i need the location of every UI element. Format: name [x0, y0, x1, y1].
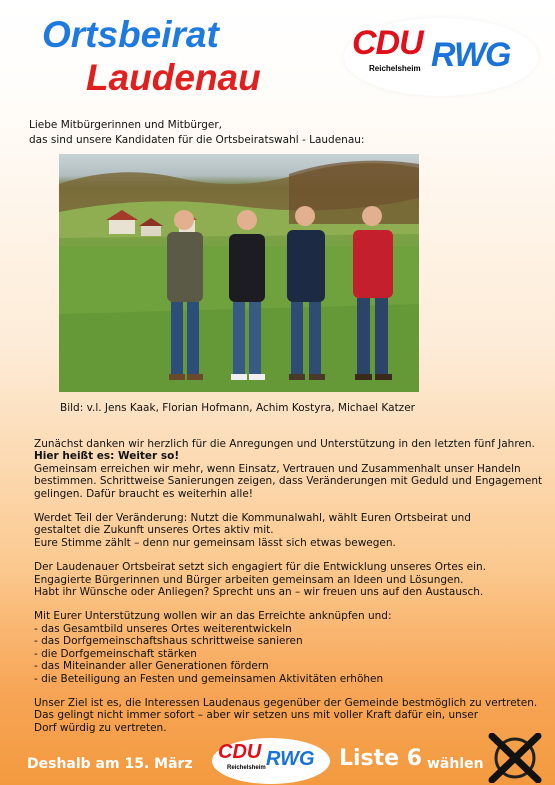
intro-text — [29, 118, 364, 148]
goal-item: - die Beteiligung an Festen und gemeinsamen Aktivitäten erhöhen — [34, 672, 384, 685]
body-line: gelingen. Dafür braucht es weiterhin alle! — [34, 487, 253, 500]
paragraph-ortsbeirat — [34, 561, 546, 598]
body-line: bestimmen. Schrittweise Sanierungen zeigen, dass Veränderungen mit Geduld und Engagement — [34, 475, 543, 488]
paragraph-goals-list — [34, 610, 546, 684]
body-line: Werdet Teil der Veränderung: Nutzt die Kommunalwahl, wählt Euren Ortsbeirat und — [34, 512, 471, 525]
body-line: Gemeinsam erreichen wir mehr, wenn Einsatz, Vertrauen und Zusammenhalt unser Handeln — [34, 462, 521, 475]
body-line: gestaltet die Zukunft unseres Ortes aktiv mit. — [34, 524, 274, 537]
intro-candidates-line: das sind unsere Kandidaten für die Ortsbeiratswahl - Laudenau: — [29, 134, 365, 146]
logo-cdu-text: CDU — [352, 24, 423, 62]
paragraph-change — [34, 512, 546, 549]
goal-item: - das Dorfgemeinschaftshaus schrittweise sanieren — [34, 635, 303, 648]
photo-caption: Bild: v.l. Jens Kaak, Florian Hofmann, Achim Kostyra, Michael Katzer — [60, 402, 415, 414]
body-text — [34, 438, 546, 746]
paragraph-thanks — [34, 438, 546, 500]
goal-item: - das Miteinander aller Generationen fördern — [34, 660, 269, 673]
body-line: Habt ihr Wünsche oder Anliegen? Sprecht uns an – wir freuen uns auf den Austausch. — [34, 586, 484, 599]
footer-logo-cdu: CDU — [218, 741, 262, 763]
body-line: Das gelingt nicht immer sofort – aber wir setzen uns mit voller Kraft dafür ein, unser — [34, 709, 479, 722]
body-line-emphasis: Hier heißt es: Weiter so! — [34, 450, 180, 463]
footer-list-number: Liste 6 — [339, 746, 423, 771]
footer-date-text: Deshalb am 15. März — [27, 756, 193, 772]
footer-logo-rwg: RWG — [266, 748, 315, 770]
candidates-photo — [59, 154, 419, 392]
title-ortsbeirat: Ortsbeirat — [42, 14, 219, 55]
body-line: Mit Eurer Unterstützung wollen wir an das Erreichte anknüpfen und: — [34, 610, 392, 623]
goal-item: - die Dorfgemeinschaft stärken — [34, 647, 197, 660]
body-line: Der Laudenauer Ortsbeirat setzt sich engagiert für die Entwicklung unseres Ortes ein. — [34, 561, 487, 574]
body-line: Eure Stimme zählt – denn nur gemeinsam lässt sich etwas bewegen. — [34, 536, 396, 549]
candidates-photo-illustration — [59, 154, 419, 392]
body-line: Engagierte Bürgerinnen und Bürger arbeiten gemeinsam an Ideen und Lösungen. — [34, 573, 464, 586]
body-line: Dorf würdig zu vertreten. — [34, 721, 167, 734]
body-line: Unser Ziel ist es, die Interessen Laudenaus gegenüber der Gemeinde bestmöglich zu vertreten. — [34, 696, 538, 709]
intro-greeting: Liebe Mitbürgerinnen und Mitbürger, — [29, 119, 222, 131]
footer-logo-reichelsheim: Reichelsheim — [227, 765, 266, 771]
logo-rwg-text: RWG — [431, 36, 511, 74]
logo-reichelsheim-text: Reichelsheim — [369, 64, 421, 73]
footer-vote-text: wählen — [427, 756, 484, 772]
goal-item: - das Gesamtbild unseres Ortes weiterentwickeln — [34, 622, 292, 635]
ballot-cross-icon — [488, 733, 542, 783]
body-line: Zunächst danken wir herzlich für die Anregungen und Unterstützung in den letzten fünf Jahren. — [34, 438, 535, 450]
paragraph-aim — [34, 697, 546, 734]
title-laudenau: Laudenau — [86, 57, 261, 98]
